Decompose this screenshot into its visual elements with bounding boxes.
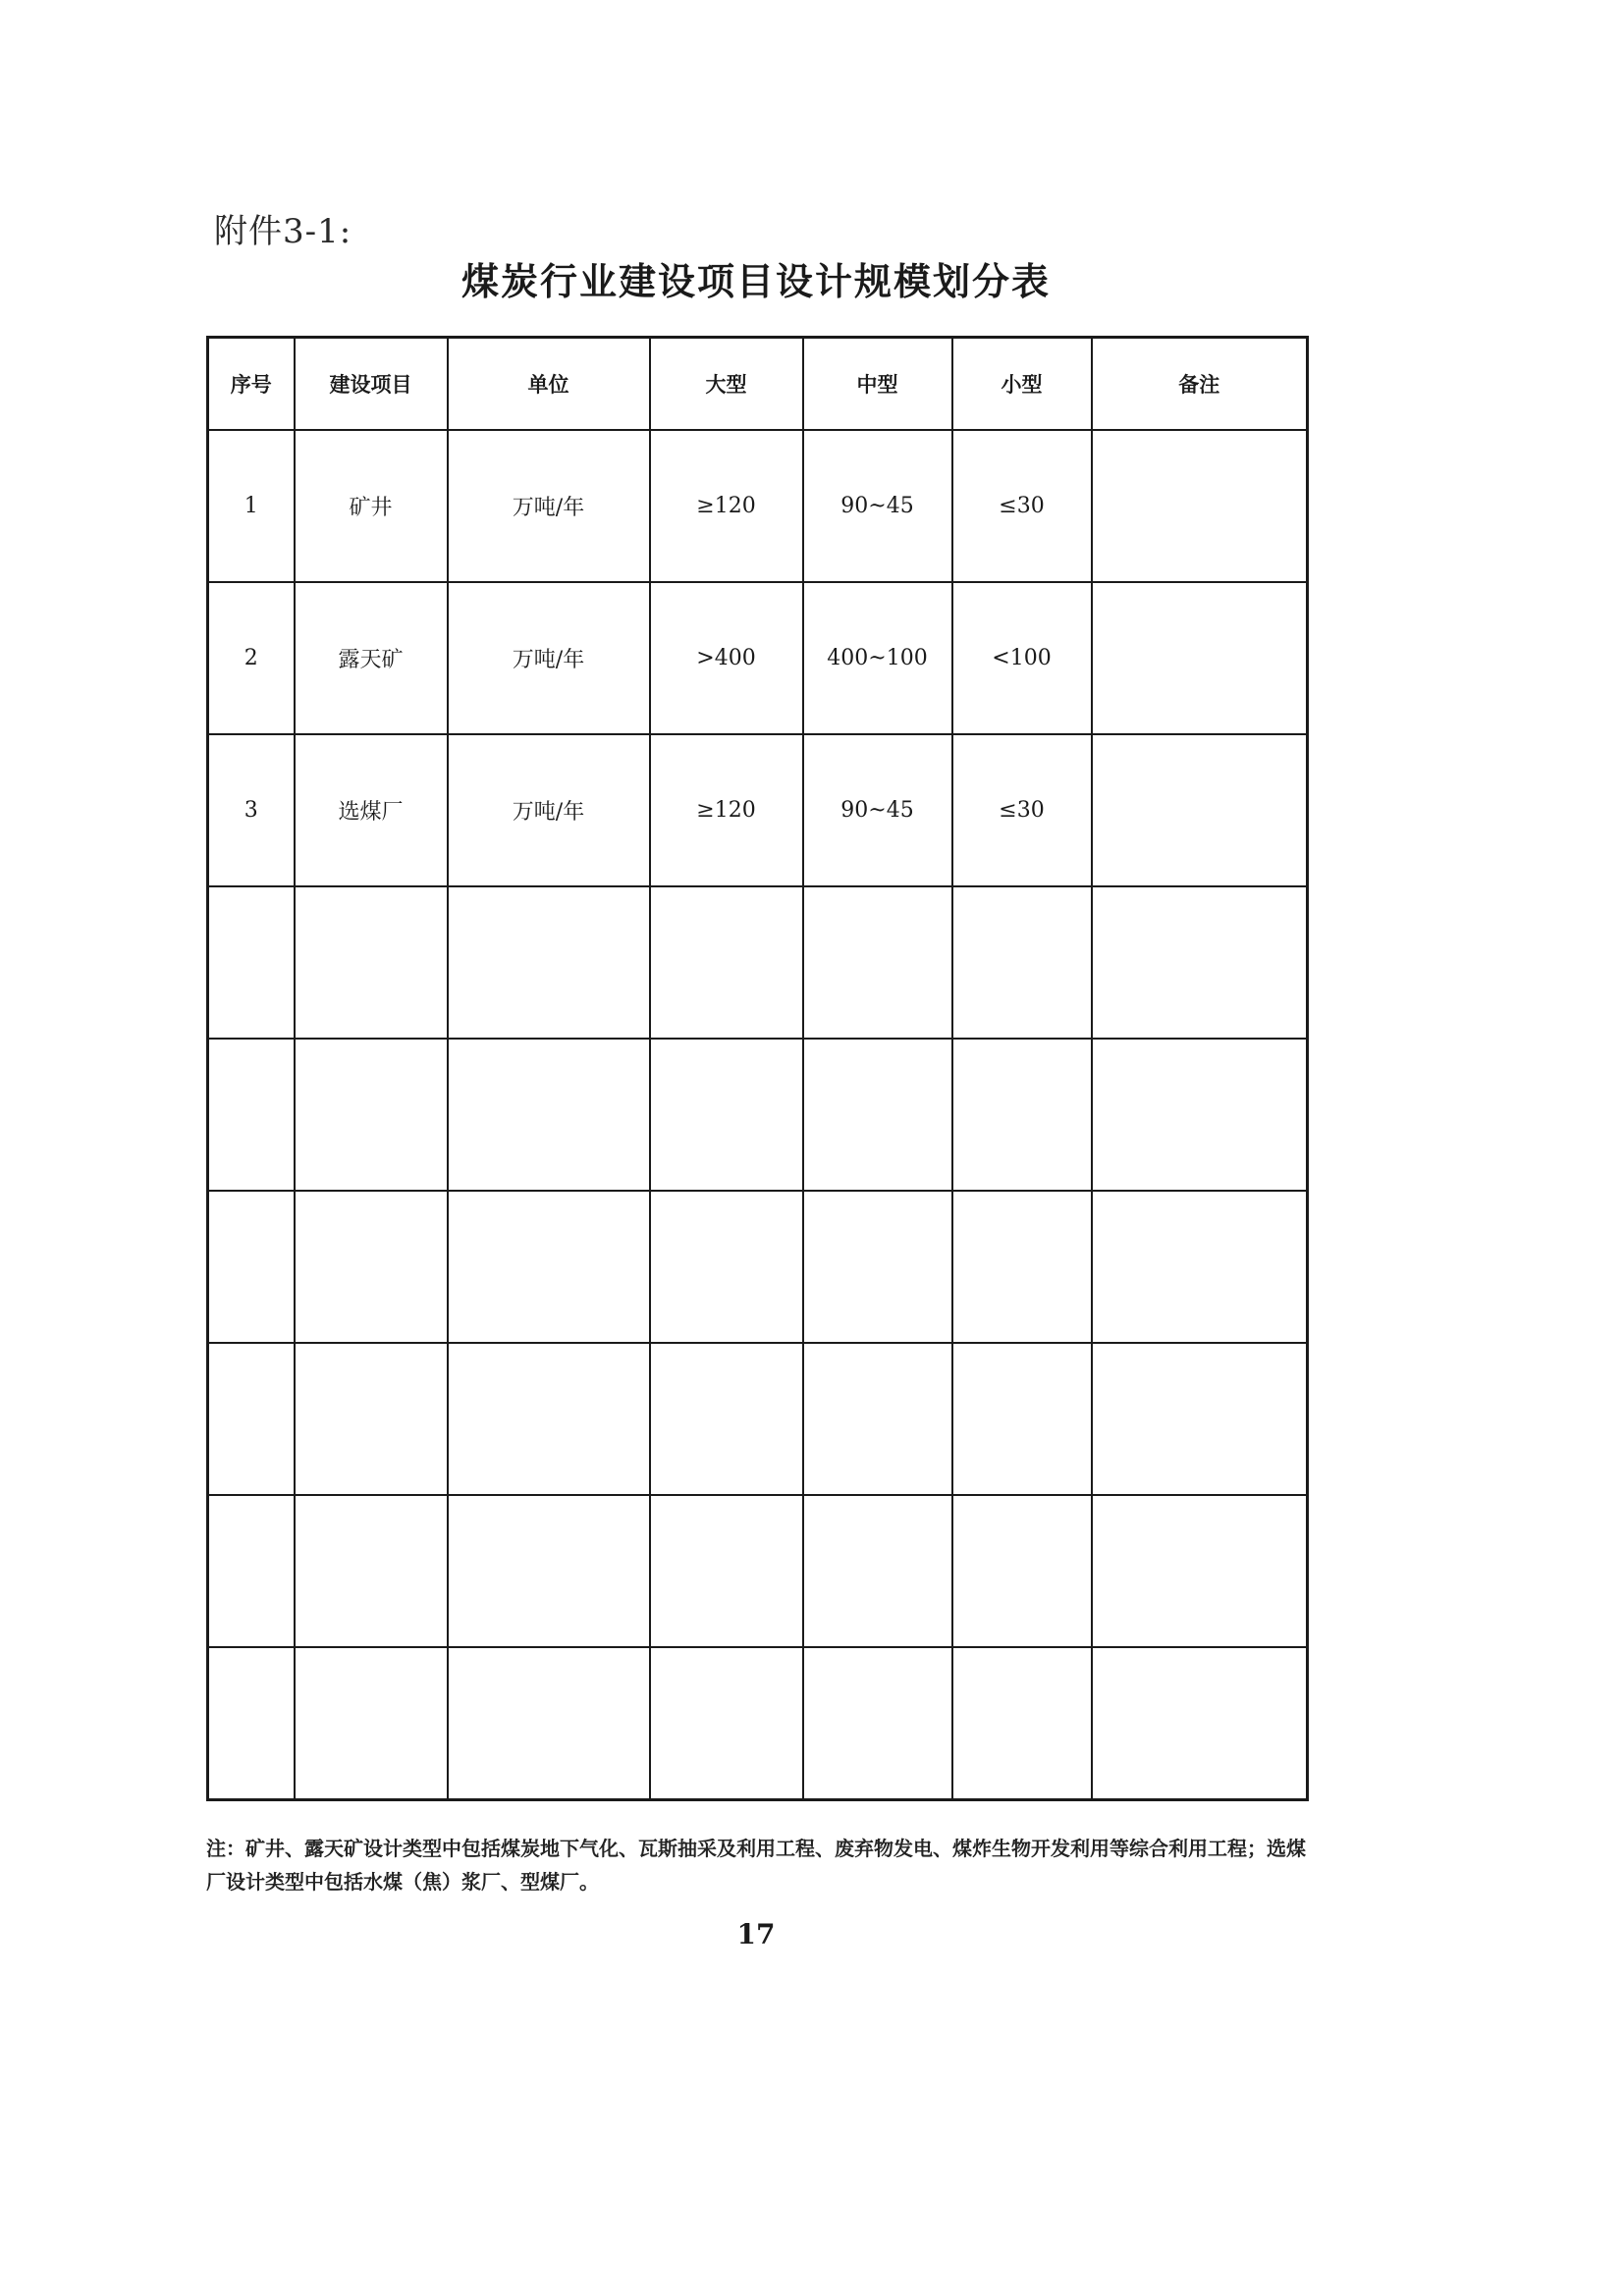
header-cell-large: 大型 [650, 338, 803, 431]
cell-large [650, 1647, 803, 1800]
cell-medium [803, 1191, 952, 1343]
cell-project [295, 886, 448, 1039]
cell-index [208, 1039, 295, 1191]
cell-remarks [1092, 430, 1308, 582]
cell-small [952, 1495, 1092, 1647]
cell-index [208, 1343, 295, 1495]
cell-index [208, 886, 295, 1039]
cell-large [650, 1191, 803, 1343]
design-scale-table [206, 336, 1309, 1801]
cell-remarks [1092, 734, 1308, 886]
cell-small [952, 1343, 1092, 1495]
page-number: 17 [736, 1918, 776, 1950]
cell-project [295, 1495, 448, 1647]
cell-unit [448, 1647, 650, 1800]
cell-remarks [1092, 886, 1308, 1039]
cell-large [650, 1343, 803, 1495]
cell-remarks [1092, 1495, 1308, 1647]
header-cell-unit: 单位 [448, 338, 650, 431]
cell-index: 2 [208, 582, 295, 734]
cell-large [650, 1495, 803, 1647]
cell-medium: 90~45 [803, 734, 952, 886]
cell-unit [448, 1191, 650, 1343]
cell-large: ≥120 [650, 430, 803, 582]
table-row [208, 1647, 1308, 1800]
cell-project [295, 1191, 448, 1343]
header-cell-medium: 中型 [803, 338, 952, 431]
cell-remarks [1092, 1039, 1308, 1191]
table-row [208, 430, 1308, 582]
cell-unit: 万吨/年 [448, 734, 650, 886]
cell-large: ≥120 [650, 734, 803, 886]
cell-project: 选煤厂 [295, 734, 448, 886]
cell-small [952, 886, 1092, 1039]
cell-unit [448, 1495, 650, 1647]
cell-unit [448, 1039, 650, 1191]
table-row [208, 1495, 1308, 1647]
header-cell-remarks: 备注 [1092, 338, 1308, 431]
cell-small: ≤30 [952, 430, 1092, 582]
cell-index [208, 1495, 295, 1647]
cell-medium [803, 886, 952, 1039]
cell-remarks [1092, 1647, 1308, 1800]
cell-medium [803, 1343, 952, 1495]
cell-project [295, 1343, 448, 1495]
cell-medium [803, 1647, 952, 1800]
table-row [208, 886, 1308, 1039]
cell-index: 1 [208, 430, 295, 582]
cell-small [952, 1191, 1092, 1343]
cell-medium: 400~100 [803, 582, 952, 734]
cell-small: <100 [952, 582, 1092, 734]
table-row [208, 1191, 1308, 1343]
header-cell-index: 序号 [208, 338, 295, 431]
header-cell-small: 小型 [952, 338, 1092, 431]
document-title: 煤炭行业建设项目设计规模划分表 [460, 260, 1051, 303]
table-header-row [208, 338, 1308, 431]
cell-large [650, 886, 803, 1039]
cell-unit [448, 1343, 650, 1495]
cell-project: 矿井 [295, 430, 448, 582]
cell-small [952, 1647, 1092, 1800]
cell-index: 3 [208, 734, 295, 886]
table-footnote: 注：矿井、露天矿设计类型中包括煤炭地下气化、瓦斯抽采及利用工程、废弃物发电、煤炸生物开发利用等综合利用工程；选煤厂设计类型中包括水煤（焦）浆厂、型煤厂。 [206, 1837, 1306, 1894]
cell-small [952, 1039, 1092, 1191]
table-row [208, 1343, 1308, 1495]
header-cell-project: 建设项目 [295, 338, 448, 431]
table-row [208, 582, 1308, 734]
cell-large [650, 1039, 803, 1191]
cell-medium [803, 1495, 952, 1647]
cell-index [208, 1647, 295, 1800]
cell-remarks [1092, 1191, 1308, 1343]
cell-unit [448, 886, 650, 1039]
cell-unit: 万吨/年 [448, 582, 650, 734]
cell-remarks [1092, 1343, 1308, 1495]
cell-medium: 90~45 [803, 430, 952, 582]
cell-medium [803, 1039, 952, 1191]
cell-large: >400 [650, 582, 803, 734]
cell-unit: 万吨/年 [448, 430, 650, 582]
cell-project: 露天矿 [295, 582, 448, 734]
table-row [208, 1039, 1308, 1191]
table-row [208, 734, 1308, 886]
cell-small: ≤30 [952, 734, 1092, 886]
cell-index [208, 1191, 295, 1343]
cell-remarks [1092, 582, 1308, 734]
cell-project [295, 1647, 448, 1800]
attachment-label: 附件3-1: [214, 212, 352, 251]
cell-project [295, 1039, 448, 1191]
